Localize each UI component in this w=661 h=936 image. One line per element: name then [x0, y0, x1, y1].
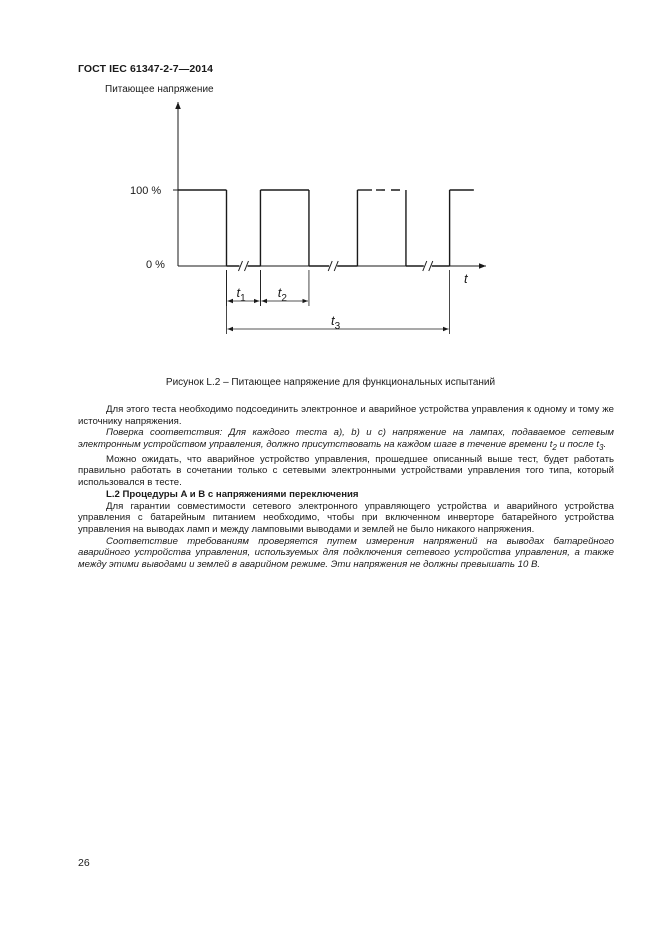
body-text	[78, 404, 614, 571]
paragraph-2-sub-1: 2	[552, 443, 557, 453]
interval-label-t: t	[236, 285, 241, 300]
figure-caption: Рисунок L.2 – Питающее напряжение для функциональных испытаний	[165, 377, 496, 388]
interval-label-sub: 3	[334, 321, 341, 332]
paragraph-1: Для этого теста необходимо подсоединить электронное и аварийное устройства управления к одному и тому же источнику напряжения.	[78, 404, 614, 427]
paragraph-5: Соответствие требованиям проверяется путем измерения напряжений на выводах батарейного аварийного устройства управления, используемых для подключения сетевого устройства управления, а также между этими выводами и землей в аварийном режиме. Эти напряжения не должны превышать 10 В.	[78, 535, 614, 571]
waveform	[178, 190, 474, 266]
y-tick-100: 100 %	[130, 185, 162, 197]
y-axis-label: Питающее напряжение	[105, 84, 214, 95]
supply-voltage-figure	[0, 0, 661, 380]
document-header: ГОСТ IEC 61347-2-7—2014	[78, 63, 214, 75]
interval-label-t: t	[331, 313, 335, 328]
x-axis-label: t	[464, 271, 468, 286]
axes	[173, 102, 486, 266]
interval-label-t: t	[277, 285, 282, 300]
section-heading-l2: L.2 Процедуры A и B с напряжениями переключения	[106, 488, 359, 500]
interval-label-sub: 2	[281, 293, 287, 304]
paragraph-2-sub-2: 3	[598, 443, 604, 453]
paragraph-2	[78, 427, 614, 453]
paragraph-2-main: Поверка соответствия: Для каждого теста a), b) и c) напряжение на лампах, подаваемое сетевым электронным устройством управления, должно присутствовать на каждом шаге в течение времени t	[78, 427, 614, 451]
paragraph-3: Можно ожидать, что аварийное устройство управления, прошедшее описанный выше тест, будет работать правильно работать в сочетании только с сетевыми электронными устройствами управления того типа, который использовался в тесте.	[78, 453, 614, 489]
time-intervals	[227, 270, 450, 334]
y-tick-0: 0 %	[146, 259, 165, 271]
paragraph-2-end: .	[603, 439, 607, 451]
paragraph-4: Для гарантии совместимости сетевого электронного управляющего устройства и аварийного устройства управления с батарейным питанием необходимо, чтобы при включенном инверторе батарейного устройства управления на выводах ламп и между ламповыми выводами и землей не было никакого напряжения.	[78, 500, 614, 535]
paragraph-2-mid: и после t	[556, 439, 599, 451]
page-number: 26	[78, 857, 90, 869]
interval-label-sub: 1	[240, 293, 246, 304]
